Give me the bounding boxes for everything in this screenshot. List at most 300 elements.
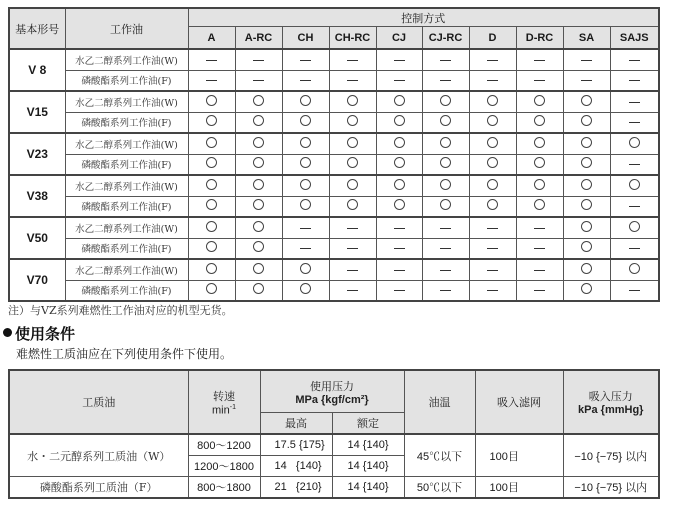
available-circle-icon xyxy=(300,199,311,210)
table-row xyxy=(9,154,659,175)
availability-cell xyxy=(329,217,376,238)
available-circle-icon xyxy=(440,157,451,168)
available-circle-icon xyxy=(206,283,217,294)
available-circle-icon xyxy=(487,157,498,168)
unavailable-dash-icon xyxy=(534,270,545,271)
availability-cell xyxy=(188,217,235,238)
availability-cell xyxy=(329,133,376,154)
header-suction-pressure-unit: kPa {mmHg} xyxy=(578,404,644,416)
table-row xyxy=(9,196,659,217)
availability-cell xyxy=(610,49,659,70)
available-circle-icon xyxy=(206,179,217,190)
availability-cell xyxy=(469,112,516,133)
suction-filter-cell: 100目 xyxy=(475,477,563,499)
suction-filter-cell: 100目 xyxy=(475,434,563,477)
available-circle-icon xyxy=(581,179,592,190)
speed-unit-text: min xyxy=(212,404,230,417)
availability-cell xyxy=(469,91,516,112)
unavailable-dash-icon xyxy=(629,248,640,249)
availability-cell xyxy=(235,259,282,280)
header-pressure-rated: 额定 xyxy=(332,413,404,435)
unavailable-dash-icon xyxy=(534,248,545,249)
availability-cell xyxy=(610,196,659,217)
availability-cell xyxy=(516,217,563,238)
availability-cell xyxy=(563,238,610,259)
header-fluid: 工质油 xyxy=(9,370,188,434)
available-circle-icon xyxy=(206,137,217,148)
availability-cell xyxy=(282,49,329,70)
header-control-ch-rc: CH-RC xyxy=(329,27,376,50)
availability-cell xyxy=(282,259,329,280)
availability-cell xyxy=(235,133,282,154)
unavailable-dash-icon xyxy=(394,270,405,271)
availability-cell xyxy=(376,196,422,217)
header-control-ch: CH xyxy=(282,27,329,50)
table-row xyxy=(9,217,659,238)
available-circle-icon xyxy=(300,95,311,106)
availability-cell xyxy=(610,238,659,259)
model-cell: V70 xyxy=(9,259,65,301)
oil-cell: 磷酸酯系列工作油(F) xyxy=(65,280,188,301)
availability-cell xyxy=(516,112,563,133)
availability-cell xyxy=(469,133,516,154)
availability-cell xyxy=(563,259,610,280)
available-circle-icon xyxy=(206,241,217,252)
availability-cell xyxy=(469,196,516,217)
availability-cell xyxy=(376,154,422,175)
model-cell: V 8 xyxy=(9,49,65,91)
available-circle-icon xyxy=(534,95,545,106)
unavailable-dash-icon xyxy=(629,164,640,165)
model-cell: V23 xyxy=(9,133,65,175)
availability-cell xyxy=(610,259,659,280)
oil-cell: 磷酸酯系列工作油(F) xyxy=(65,112,188,133)
availability-cell xyxy=(610,280,659,301)
unavailable-dash-icon xyxy=(440,228,451,229)
unavailable-dash-icon xyxy=(300,60,311,61)
available-circle-icon xyxy=(487,179,498,190)
availability-cell xyxy=(329,259,376,280)
available-circle-icon xyxy=(487,95,498,106)
availability-cell xyxy=(282,112,329,133)
available-circle-icon xyxy=(581,221,592,232)
availability-cell xyxy=(610,91,659,112)
availability-cell xyxy=(563,133,610,154)
availability-cell xyxy=(422,238,469,259)
available-circle-icon xyxy=(487,137,498,148)
availability-cell xyxy=(188,91,235,112)
availability-cell xyxy=(282,217,329,238)
header-speed-unit xyxy=(189,404,260,417)
header-control-sa: SA xyxy=(563,27,610,50)
section-title-text: 使用条件 xyxy=(15,325,76,343)
unavailable-dash-icon xyxy=(581,80,592,81)
availability-cell xyxy=(188,196,235,217)
unavailable-dash-icon xyxy=(347,80,358,81)
available-circle-icon xyxy=(581,263,592,274)
available-circle-icon xyxy=(347,199,358,210)
availability-cell xyxy=(376,133,422,154)
availability-cell xyxy=(329,238,376,259)
available-circle-icon xyxy=(253,221,264,232)
unavailable-dash-icon xyxy=(394,248,405,249)
available-circle-icon xyxy=(581,241,592,252)
oil-cell: 磷酸酯系列工作油(F) xyxy=(65,196,188,217)
unavailable-dash-icon xyxy=(253,60,264,61)
table-row xyxy=(9,70,659,91)
availability-cell xyxy=(563,91,610,112)
unavailable-dash-icon xyxy=(629,102,640,103)
header-pressure-unit: MPa {kgf/cm²} xyxy=(295,393,369,406)
max-pressure-cell: 14 {140} xyxy=(260,456,332,477)
unavailable-dash-icon xyxy=(440,270,451,271)
header-control-sajs: SAJS xyxy=(610,27,659,50)
unavailable-dash-icon xyxy=(347,248,358,249)
available-circle-icon xyxy=(581,157,592,168)
table-row xyxy=(9,91,659,112)
suction-pressure-cell: −10 {−75} 以内 xyxy=(563,434,659,477)
oil-cell: 水乙二醇系列工作油(W) xyxy=(65,175,188,196)
table-row xyxy=(9,280,659,301)
available-circle-icon xyxy=(581,137,592,148)
available-circle-icon xyxy=(206,95,217,106)
unavailable-dash-icon xyxy=(487,290,498,291)
availability-cell xyxy=(563,154,610,175)
speed-cell: 800～1200 xyxy=(188,434,260,456)
availability-cell xyxy=(563,196,610,217)
availability-cell xyxy=(422,154,469,175)
available-circle-icon xyxy=(440,115,451,126)
rated-pressure-cell: 14 {140} xyxy=(332,456,404,477)
max-pressure-cell: 17.5 {175} xyxy=(260,434,332,456)
availability-cell xyxy=(610,112,659,133)
header-control-d: D xyxy=(469,27,516,50)
availability-cell xyxy=(329,70,376,91)
available-circle-icon xyxy=(347,115,358,126)
header-speed xyxy=(188,370,260,434)
availability-cell xyxy=(282,175,329,196)
availability-cell xyxy=(282,70,329,91)
availability-cell xyxy=(422,280,469,301)
available-circle-icon xyxy=(629,263,640,274)
available-circle-icon xyxy=(581,95,592,106)
available-circle-icon xyxy=(300,137,311,148)
unavailable-dash-icon xyxy=(440,248,451,249)
availability-cell xyxy=(329,154,376,175)
availability-cell xyxy=(282,238,329,259)
availability-cell xyxy=(422,112,469,133)
unavailable-dash-icon xyxy=(629,290,640,291)
availability-cell xyxy=(235,196,282,217)
available-circle-icon xyxy=(300,157,311,168)
available-circle-icon xyxy=(394,137,405,148)
availability-cell xyxy=(376,217,422,238)
availability-cell xyxy=(376,175,422,196)
header-pressure-max: 最高 xyxy=(260,413,332,435)
availability-cell xyxy=(376,91,422,112)
availability-cell xyxy=(422,91,469,112)
header-control-a: A xyxy=(188,27,235,50)
unavailable-dash-icon xyxy=(440,60,451,61)
available-circle-icon xyxy=(534,199,545,210)
control-method-table xyxy=(8,7,660,302)
availability-cell xyxy=(469,70,516,91)
availability-cell xyxy=(188,154,235,175)
availability-cell xyxy=(516,280,563,301)
availability-cell xyxy=(282,91,329,112)
availability-cell xyxy=(235,154,282,175)
available-circle-icon xyxy=(581,199,592,210)
available-circle-icon xyxy=(534,157,545,168)
available-circle-icon xyxy=(300,283,311,294)
available-circle-icon xyxy=(206,263,217,274)
available-circle-icon xyxy=(534,115,545,126)
available-circle-icon xyxy=(253,199,264,210)
model-cell: V50 xyxy=(9,217,65,259)
availability-cell xyxy=(422,259,469,280)
availability-cell xyxy=(329,112,376,133)
available-circle-icon xyxy=(629,221,640,232)
header-oil-temp: 油温 xyxy=(404,370,475,434)
unavailable-dash-icon xyxy=(534,80,545,81)
oil-cell: 磷酸酯系列工作油(F) xyxy=(65,70,188,91)
available-circle-icon xyxy=(253,179,264,190)
available-circle-icon xyxy=(206,157,217,168)
unavailable-dash-icon xyxy=(347,270,358,271)
unavailable-dash-icon xyxy=(394,228,405,229)
oil-cell: 水乙二醇系列工作油(W) xyxy=(65,91,188,112)
availability-cell xyxy=(422,217,469,238)
availability-cell xyxy=(235,217,282,238)
unavailable-dash-icon xyxy=(629,122,640,123)
availability-cell xyxy=(469,217,516,238)
availability-cell xyxy=(610,154,659,175)
available-circle-icon xyxy=(300,263,311,274)
rated-pressure-cell: 14 {140} xyxy=(332,477,404,499)
unavailable-dash-icon xyxy=(440,80,451,81)
availability-cell xyxy=(469,49,516,70)
available-circle-icon xyxy=(253,241,264,252)
available-circle-icon xyxy=(253,115,264,126)
availability-cell xyxy=(329,91,376,112)
unavailable-dash-icon xyxy=(394,290,405,291)
speed-cell: 1200～1800 xyxy=(188,456,260,477)
table-row xyxy=(9,175,659,196)
table-row xyxy=(9,434,659,456)
availability-cell xyxy=(188,259,235,280)
unavailable-dash-icon xyxy=(629,80,640,81)
unavailable-dash-icon xyxy=(347,290,358,291)
availability-cell xyxy=(422,175,469,196)
suction-pressure-cell: −10 {−75} 以内 xyxy=(563,477,659,499)
header-suction-filter: 吸入滤网 xyxy=(475,370,563,434)
availability-cell xyxy=(376,280,422,301)
footnote: 注）与VZ系列难燃性工作油对应的机型无货。 xyxy=(8,304,233,317)
availability-cell xyxy=(516,196,563,217)
available-circle-icon xyxy=(581,115,592,126)
availability-cell xyxy=(235,70,282,91)
available-circle-icon xyxy=(581,283,592,294)
availability-cell xyxy=(235,91,282,112)
oil-cell: 水乙二醇系列工作油(W) xyxy=(65,133,188,154)
availability-cell xyxy=(376,49,422,70)
oil-cell: 磷酸酯系列工作油(F) xyxy=(65,238,188,259)
available-circle-icon xyxy=(487,199,498,210)
unavailable-dash-icon xyxy=(206,60,217,61)
available-circle-icon xyxy=(300,115,311,126)
availability-cell xyxy=(329,49,376,70)
operating-conditions-table xyxy=(8,369,660,499)
oil-temp-cell: 45℃以下 xyxy=(404,434,475,477)
header-pressure xyxy=(260,370,404,413)
availability-cell xyxy=(469,280,516,301)
availability-cell xyxy=(235,238,282,259)
available-circle-icon xyxy=(394,95,405,106)
availability-cell xyxy=(516,133,563,154)
availability-cell xyxy=(563,217,610,238)
header-suction-pressure-label: 吸入压力 xyxy=(588,390,633,403)
availability-cell xyxy=(516,175,563,196)
availability-cell xyxy=(329,175,376,196)
unavailable-dash-icon xyxy=(487,80,498,81)
header-oil: 工作油 xyxy=(65,8,188,49)
unavailable-dash-icon xyxy=(581,60,592,61)
oil-cell: 水乙二醇系列工作油(W) xyxy=(65,259,188,280)
header-control-cj: CJ xyxy=(376,27,422,50)
rated-pressure-cell: 14 {140} xyxy=(332,434,404,456)
unavailable-dash-icon xyxy=(300,80,311,81)
availability-cell xyxy=(563,49,610,70)
available-circle-icon xyxy=(253,137,264,148)
availability-cell xyxy=(188,175,235,196)
available-circle-icon xyxy=(629,137,640,148)
availability-cell xyxy=(563,280,610,301)
available-circle-icon xyxy=(347,137,358,148)
availability-cell xyxy=(422,70,469,91)
availability-cell xyxy=(188,70,235,91)
availability-cell xyxy=(376,238,422,259)
availability-cell xyxy=(516,259,563,280)
available-circle-icon xyxy=(394,199,405,210)
available-circle-icon xyxy=(629,179,640,190)
section-description: 难燃性工质油应在下列使用条件下使用。 xyxy=(16,347,233,361)
availability-cell xyxy=(235,280,282,301)
availability-cell xyxy=(516,70,563,91)
availability-cell xyxy=(235,49,282,70)
available-circle-icon xyxy=(206,221,217,232)
available-circle-icon xyxy=(253,263,264,274)
fluid-cell: 磷酸酯系列工质油（F） xyxy=(9,477,188,499)
availability-cell xyxy=(469,259,516,280)
availability-cell xyxy=(188,280,235,301)
availability-cell xyxy=(235,175,282,196)
unavailable-dash-icon xyxy=(440,290,451,291)
availability-cell xyxy=(469,175,516,196)
table-row xyxy=(9,259,659,280)
availability-cell xyxy=(329,280,376,301)
availability-cell xyxy=(188,238,235,259)
available-circle-icon xyxy=(534,137,545,148)
header-control-d-rc: D-RC xyxy=(516,27,563,50)
available-circle-icon xyxy=(206,115,217,126)
availability-cell xyxy=(329,196,376,217)
available-circle-icon xyxy=(440,95,451,106)
table-row xyxy=(9,477,659,499)
unavailable-dash-icon xyxy=(534,228,545,229)
unavailable-dash-icon xyxy=(534,290,545,291)
availability-cell xyxy=(282,280,329,301)
availability-cell xyxy=(563,175,610,196)
header-suction-pressure xyxy=(563,370,659,434)
unavailable-dash-icon xyxy=(394,80,405,81)
available-circle-icon xyxy=(347,95,358,106)
available-circle-icon xyxy=(440,137,451,148)
available-circle-icon xyxy=(253,283,264,294)
available-circle-icon xyxy=(487,115,498,126)
available-circle-icon xyxy=(347,157,358,168)
availability-cell xyxy=(376,112,422,133)
table-row xyxy=(9,112,659,133)
available-circle-icon xyxy=(300,179,311,190)
unavailable-dash-icon xyxy=(487,60,498,61)
availability-cell xyxy=(563,70,610,91)
unavailable-dash-icon xyxy=(347,60,358,61)
availability-cell xyxy=(282,154,329,175)
availability-cell xyxy=(516,154,563,175)
header-control-cj-rc: CJ-RC xyxy=(422,27,469,50)
availability-cell xyxy=(610,175,659,196)
oil-cell: 水乙二醇系列工作油(W) xyxy=(65,217,188,238)
available-circle-icon xyxy=(253,157,264,168)
availability-cell xyxy=(188,49,235,70)
available-circle-icon xyxy=(534,179,545,190)
availability-cell xyxy=(376,259,422,280)
availability-cell xyxy=(376,70,422,91)
availability-cell xyxy=(188,112,235,133)
fluid-cell: 水・二元醇系列工质油（W） xyxy=(9,434,188,477)
unavailable-dash-icon xyxy=(347,228,358,229)
availability-cell xyxy=(422,49,469,70)
model-cell: V38 xyxy=(9,175,65,217)
unavailable-dash-icon xyxy=(487,270,498,271)
table-row xyxy=(9,133,659,154)
available-circle-icon xyxy=(394,179,405,190)
availability-cell xyxy=(422,133,469,154)
header-model: 基本形号 xyxy=(9,8,65,49)
section-title xyxy=(3,323,75,344)
unavailable-dash-icon xyxy=(300,228,311,229)
unavailable-dash-icon xyxy=(394,60,405,61)
model-cell: V15 xyxy=(9,91,65,133)
availability-cell xyxy=(516,91,563,112)
oil-cell: 水乙二醇系列工作油(W) xyxy=(65,49,188,70)
speed-unit-sup: -1 xyxy=(229,403,236,411)
available-circle-icon xyxy=(253,95,264,106)
unavailable-dash-icon xyxy=(534,60,545,61)
header-control-a-rc: A-RC xyxy=(235,27,282,50)
availability-cell xyxy=(516,238,563,259)
unavailable-dash-icon xyxy=(487,228,498,229)
table-row xyxy=(9,49,659,70)
availability-cell xyxy=(516,49,563,70)
available-circle-icon xyxy=(347,179,358,190)
availability-cell xyxy=(282,133,329,154)
table-row xyxy=(9,238,659,259)
availability-cell xyxy=(469,238,516,259)
header-control-method: 控制方式 xyxy=(188,8,659,27)
availability-cell xyxy=(422,196,469,217)
speed-cell: 800～1800 xyxy=(188,477,260,499)
